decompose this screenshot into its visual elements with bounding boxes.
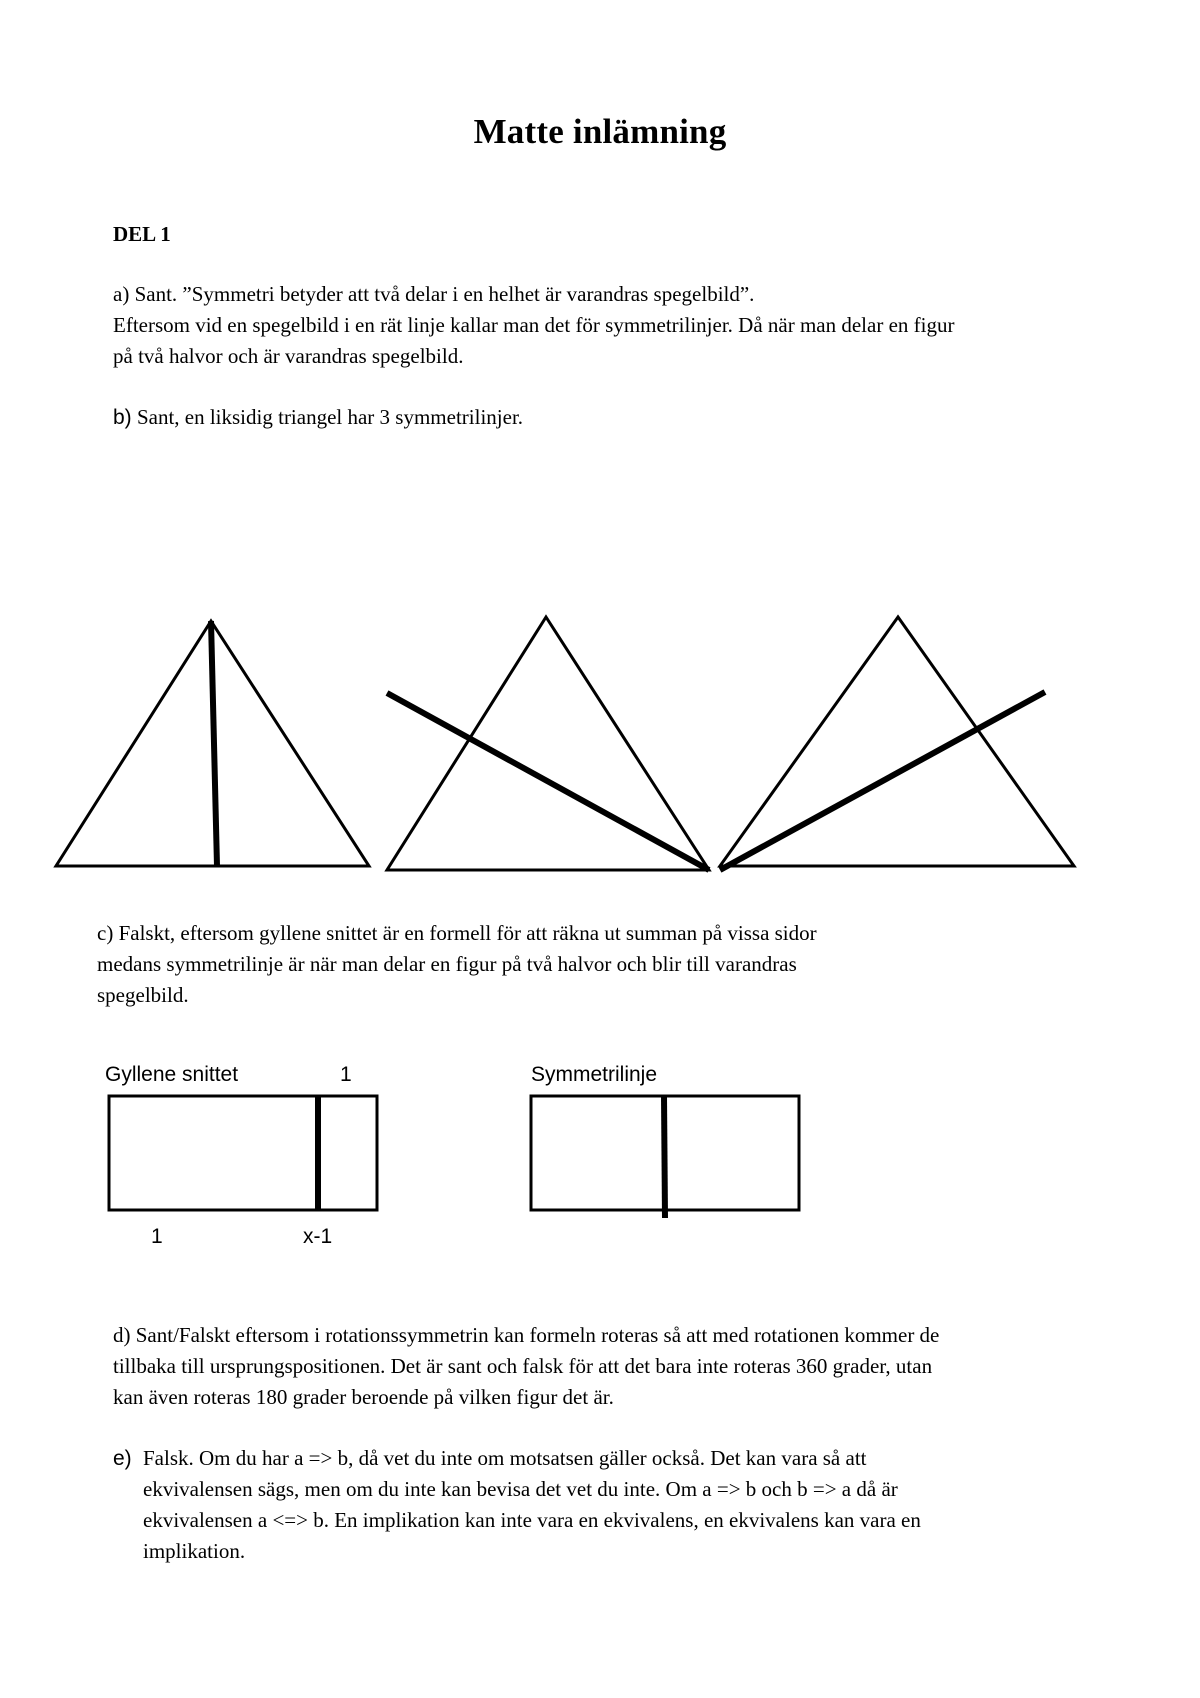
answer-b-text: Sant, en liksidig triangel har 3 symmetrilinjer. [136, 405, 524, 429]
answer-e-line-3: ekvivalensen a <=> b. En implikation kan inte vara en ekvivalens, en ekvivalens kan vara en [143, 1508, 921, 1532]
answer-d-line-1: d) Sant/Falskt eftersom i rotationssymmetrin kan formeln roteras så att med rotationen kommer de [113, 1323, 940, 1347]
symmetry-figure-title: Symmetrilinje [531, 1063, 658, 1086]
answer-a-marker: a) [113, 282, 130, 306]
answer-e-line-1: Falsk. Om du har a => b, då vet du inte om motsatsen gäller också. Det kan vara så att [143, 1446, 867, 1470]
answer-d [113, 1320, 939, 1413]
symmetry-divider-line [664, 1096, 665, 1218]
answer-a-line-3: på två halvor och är varandras spegelbild. [113, 344, 464, 368]
golden-figure-bottom-right-label: x-1 [303, 1225, 333, 1248]
answer-d-line-3: kan även roteras 180 grader beroende på vilken figur det är. [113, 1385, 614, 1409]
answer-a-line-2: Eftersom vid en spegelbild i en rät linje kallar man det för symmetrilinjer. Då när man delar en figur [113, 313, 955, 337]
answer-d-line-2: tillbaka till ursprungspositionen. Det är sant och falsk för att det bara inte roteras 360 grader, utan [113, 1354, 933, 1378]
answer-e-marker: e) [113, 1447, 132, 1470]
answer-e [143, 1443, 921, 1567]
answer-e-line-4: implikation. [143, 1539, 246, 1563]
answer-b-marker: b) [113, 406, 132, 429]
page-title: Matte inlämning [473, 112, 727, 151]
golden-figure-top-label: 1 [340, 1063, 352, 1086]
golden-figure-bottom-left-label: 1 [151, 1225, 163, 1248]
golden-figure-title: Gyllene snittet [105, 1063, 239, 1086]
golden-rectangle [109, 1096, 377, 1210]
section-heading: DEL 1 [113, 222, 171, 246]
answer-a-line-1: Sant. ”Symmetri betyder att två delar i en helhet är varandras spegelbild”. [134, 282, 755, 306]
answer-c-line-1: c) Falskt, eftersom gyllene snittet är en formell för att räkna ut summan på vissa sidor [97, 921, 817, 945]
answer-c-line-3: spegelbild. [97, 983, 189, 1007]
answer-e-line-2: ekvivalensen sägs, men om du inte kan bevisa det vet du inte. Om a => b och b => a då är [143, 1477, 898, 1501]
answer-c-line-2: medans symmetrilinje är när man delar en figur på två halvor och blir till varandras [97, 952, 797, 976]
